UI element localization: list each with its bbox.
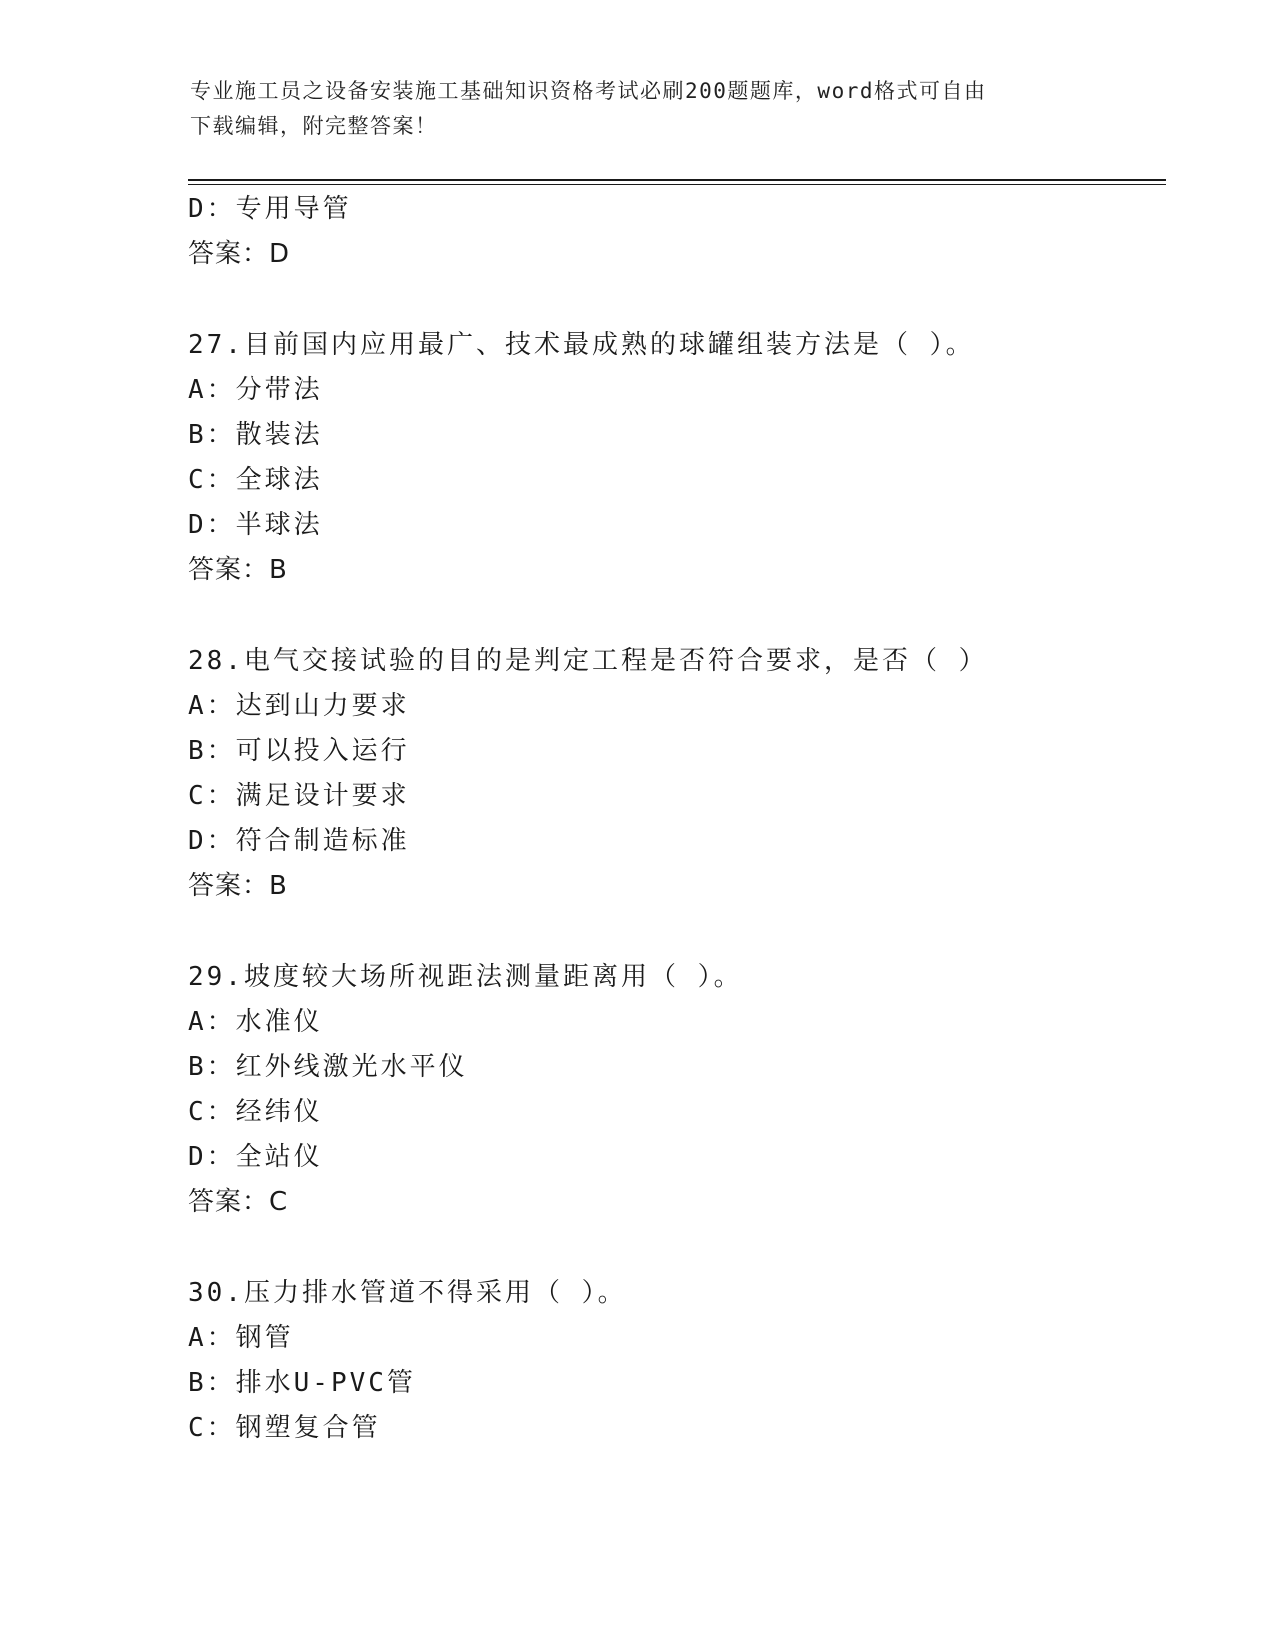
question-27-option-a: A：分带法 [188,375,323,405]
question-28-option-b: B：可以投入运行 [188,736,410,766]
question-30-stem: 30.压力排水管道不得采用（ ）。 [188,1278,627,1308]
question-29-option-a: A：水准仪 [188,1007,323,1037]
question-27-answer: 答案：B [188,555,288,585]
header-line-1: 专业施工员之设备安装施工基础知识资格考试必刷200题题库，word格式可自由 [190,79,987,103]
header-line-2: 下载编辑，附完整答案！ [190,114,438,138]
question-29-option-b: B：红外线激光水平仪 [188,1052,468,1082]
question-30-option-b: B：排水U-PVC管 [188,1368,416,1398]
question-29-option-d: D：全站仪 [188,1142,323,1172]
question-27-option-b: B：散装法 [188,420,323,450]
document-header [190,74,1090,144]
question-29-answer: 答案：C [188,1187,289,1217]
question-29-stem: 29.坡度较大场所视距法测量距离用（ ）。 [188,962,743,992]
question-27-stem: 27.目前国内应用最广、技术最成熟的球罐组装方法是（ ）。 [188,330,975,360]
question-30-option-c: C：钢塑复合管 [188,1413,381,1443]
question-28-option-c: C：满足设计要求 [188,781,410,811]
question-28-option-d: D：符合制造标准 [188,826,410,856]
header-divider-thin [188,184,1166,185]
question-30-option-a: A：钢管 [188,1323,294,1353]
question-28-answer: 答案：B [188,871,288,901]
question-28-option-a: A：达到山力要求 [188,691,410,721]
question-27-option-c: C：全球法 [188,465,323,495]
question-28-stem: 28.电气交接试验的目的是判定工程是否符合要求，是否（ ） [188,646,988,676]
prev-answer: 答案：D [188,239,291,269]
header-divider-thick [188,179,1166,181]
question-29-option-c: C：经纬仪 [188,1097,323,1127]
prev-option-d: D：专用导管 [188,194,352,224]
question-27-option-d: D：半球法 [188,510,323,540]
